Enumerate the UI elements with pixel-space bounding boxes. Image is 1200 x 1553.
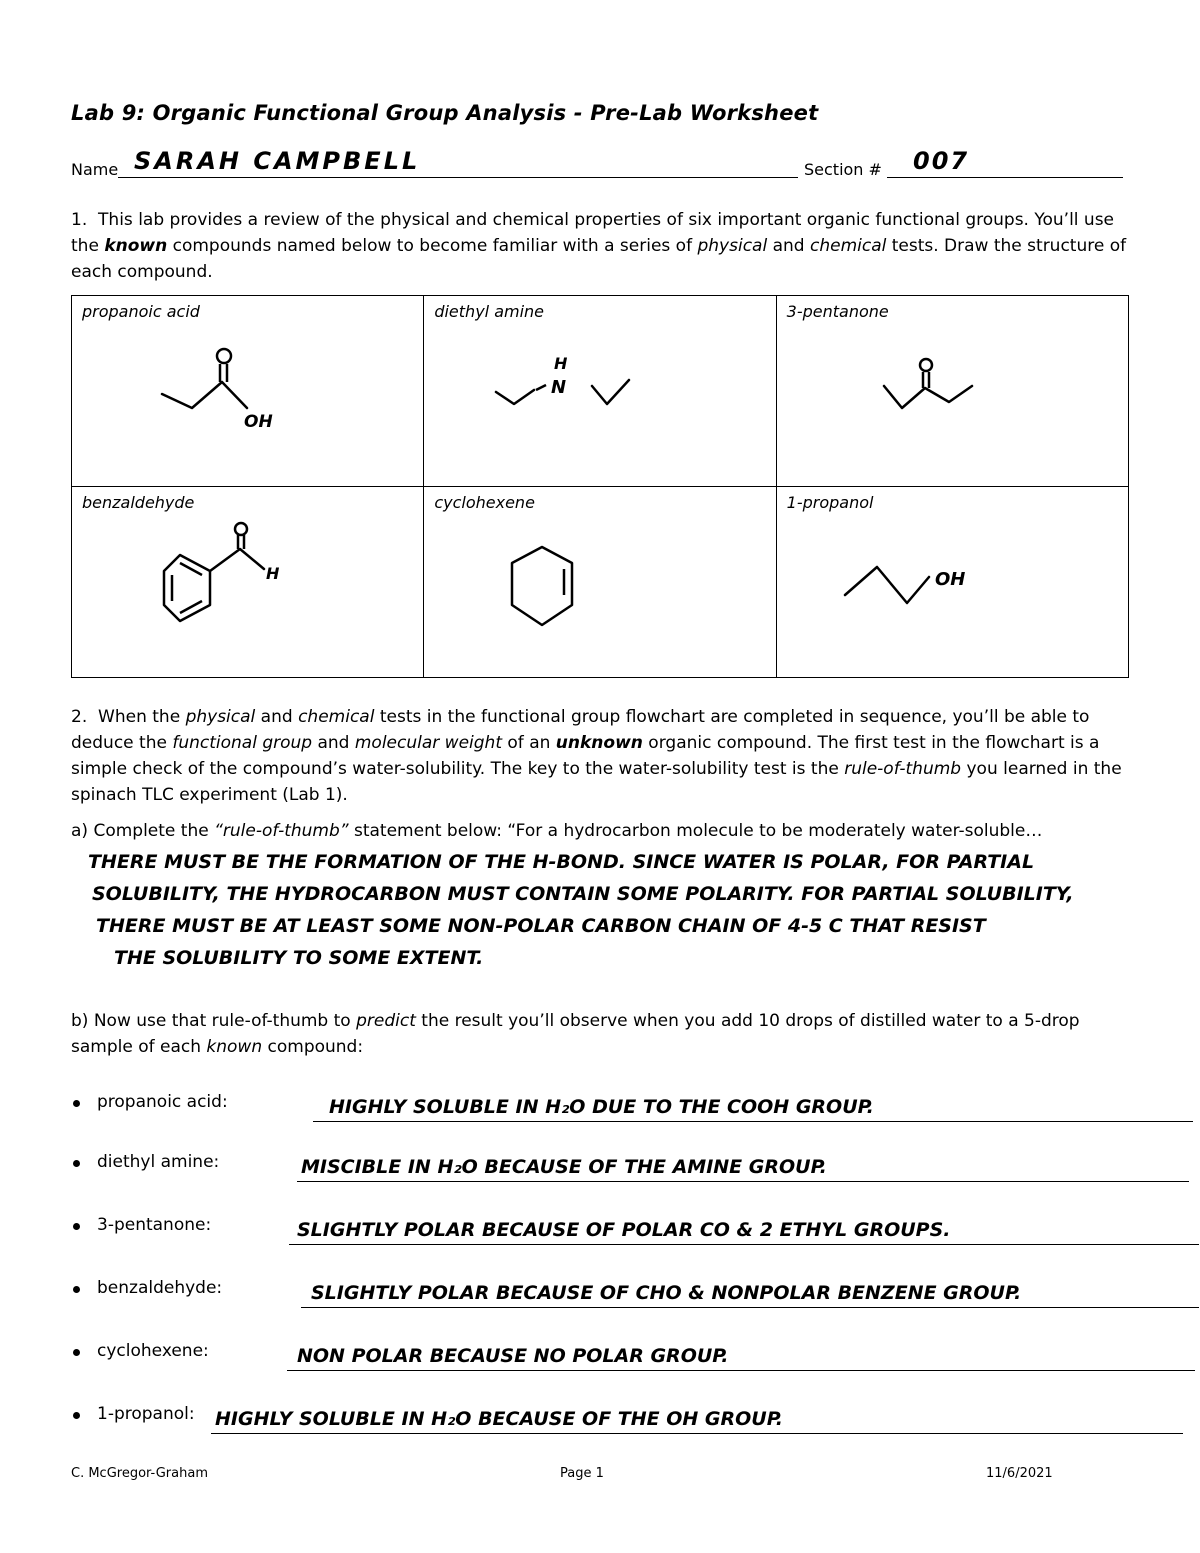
bullet-icon xyxy=(73,1160,80,1167)
h-label: H xyxy=(554,354,568,373)
compound-name: 3-pentanone xyxy=(786,302,889,321)
question-1-number: 1. xyxy=(71,210,88,230)
answer-underline xyxy=(211,1433,1183,1434)
part-b-mid: the result you’ll observe when you add 10 drops of distilled water to a 5-drop sample of each xyxy=(71,1011,1080,1057)
structure-cell-benzaldehyde[interactable] xyxy=(72,487,424,678)
answer-line: THERE MUST BE THE FORMATION OF THE H-BOND. SINCE WATER IS POLAR, FOR PARTIAL xyxy=(88,851,1035,873)
bullet-icon xyxy=(73,1223,80,1230)
diethyl-amine-drawing xyxy=(424,296,776,486)
q2-t2: and xyxy=(255,707,299,727)
answer-text: HIGHLY SOLUBLE IN H₂O BECAUSE OF THE OH GROUP. xyxy=(215,1408,783,1430)
structure-cell-diethyl-amine[interactable] xyxy=(424,296,776,487)
q2-t5: of an xyxy=(502,733,556,753)
compound-name: propanoic acid xyxy=(82,302,200,321)
footer-date: 11/6/2021 xyxy=(986,1466,1053,1481)
compound-name: 1-propanol xyxy=(786,493,874,512)
name-value: SARAH CAMPBELL xyxy=(134,147,421,175)
answer-text: HIGHLY SOLUBLE IN H₂O DUE TO THE COOH GROUP. xyxy=(329,1096,874,1118)
q2-unknown: unknown xyxy=(555,733,643,753)
q2-chemical: chemical xyxy=(298,707,375,727)
part-b-known: known xyxy=(206,1037,263,1057)
answer-3-pentanone[interactable] xyxy=(71,1213,1131,1245)
page-title: Lab 9: Organic Functional Group Analysis - Pre-Lab Worksheet xyxy=(71,101,819,125)
answer-underline xyxy=(289,1244,1199,1245)
h-label: H xyxy=(266,564,280,583)
q1-text-a: This lab provides a review of the physical and chemical properties of six important organic functional groups. You’ll use the xyxy=(71,210,1115,256)
oh-label: OH xyxy=(244,412,273,432)
part-a-rot: “rule-of-thumb” xyxy=(214,821,349,841)
answer-text: SLIGHTLY POLAR BECAUSE OF CHO & NONPOLAR BENZENE GROUP. xyxy=(311,1282,1022,1304)
answer-text: NON POLAR BECAUSE NO POLAR GROUP. xyxy=(297,1345,729,1367)
q2-rot: rule-of-thumb xyxy=(844,759,962,779)
structure-cell-1-propanol[interactable] xyxy=(776,487,1128,678)
propanoic-acid-drawing xyxy=(72,296,424,486)
question-2-text xyxy=(71,704,1141,808)
q1-physical: physical xyxy=(697,236,768,256)
footer-author: C. McGregor-Graham xyxy=(71,1466,208,1481)
part-b-prefix: b) Now use that rule-of-thumb to xyxy=(71,1011,357,1031)
answer-underline xyxy=(297,1181,1189,1182)
q1-text-b: compounds named below to become familiar with a series of xyxy=(167,236,698,256)
footer-page: Page 1 xyxy=(560,1466,604,1481)
q1-text-d: tests. Draw the structure of each compound. xyxy=(71,236,1127,282)
benzaldehyde-drawing xyxy=(72,487,424,677)
q2-t3: tests in the functional group flowchart are completed in sequence, you’ll be able to deduce the xyxy=(71,707,1090,753)
answer-benzaldehyde[interactable] xyxy=(71,1276,1131,1308)
name-label: Name xyxy=(71,160,119,179)
bullet-icon xyxy=(73,1349,80,1356)
answer-underline xyxy=(313,1121,1193,1122)
answer-line: SOLUBILITY, THE HYDROCARBON MUST CONTAIN SOME POLARITY. FOR PARTIAL SOLUBILITY, xyxy=(92,883,1074,905)
part-b-predict: predict xyxy=(356,1011,416,1031)
section-value: 007 xyxy=(913,147,970,175)
structures-table xyxy=(71,295,1129,678)
part-a-answer[interactable] xyxy=(88,846,1168,974)
3-pentanone-drawing xyxy=(777,296,1129,486)
compound-label: 3-pentanone: xyxy=(97,1215,212,1235)
answer-line: THERE MUST BE AT LEAST SOME NON-POLAR CARBON CHAIN OF 4-5 C THAT RESIST xyxy=(96,915,986,937)
part-a-prefix: a) Complete the xyxy=(71,821,215,841)
q2-t4: and xyxy=(312,733,355,753)
structure-cell-cyclohexene[interactable] xyxy=(424,487,776,678)
name-field[interactable] xyxy=(118,147,798,178)
part-b-prompt xyxy=(71,1008,1141,1060)
part-a-prompt xyxy=(71,818,1141,844)
q1-chemical: chemical xyxy=(809,236,887,256)
compound-label: benzaldehyde: xyxy=(97,1278,223,1298)
q2-physical: physical xyxy=(185,707,256,727)
oh-label: OH xyxy=(934,569,966,590)
part-a-suffix: statement below: “For a hydrocarbon molecule to be moderately water-soluble… xyxy=(348,821,1043,841)
answer-diethyl-amine[interactable] xyxy=(71,1150,1131,1182)
q1-text-c: and xyxy=(767,236,810,256)
compound-name: diethyl amine xyxy=(434,302,545,321)
answer-underline xyxy=(287,1370,1195,1371)
compound-label: propanoic acid: xyxy=(97,1092,228,1112)
answer-cyclohexene[interactable] xyxy=(71,1339,1131,1371)
q2-fg: functional group xyxy=(172,733,313,753)
structure-cell-propanoic-acid[interactable] xyxy=(72,296,424,487)
cyclohexene-drawing xyxy=(424,487,776,677)
question-1-text xyxy=(71,207,1141,285)
q2-t1: When the xyxy=(98,707,186,727)
q2-t6: organic compound. The first test in the flowchart is a simple check of the compound’s water-solubility. The key to the water-solubility test is the xyxy=(71,733,1100,779)
q2-mw: molecular weight xyxy=(354,733,502,753)
compound-label: diethyl amine: xyxy=(97,1152,220,1172)
compound-label: 1-propanol: xyxy=(97,1404,195,1424)
bullet-icon xyxy=(73,1286,80,1293)
bullet-icon xyxy=(73,1412,80,1419)
part-b-suffix: compound: xyxy=(262,1037,364,1057)
n-label: N xyxy=(551,377,567,398)
section-field[interactable] xyxy=(887,147,1123,178)
answer-line: THE SOLUBILITY TO SOME EXTENT. xyxy=(114,947,484,969)
answer-text: SLIGHTLY POLAR BECAUSE OF POLAR CO & 2 ETHYL GROUPS. xyxy=(297,1219,951,1241)
section-label: Section # xyxy=(804,160,882,179)
answer-propanoic-acid[interactable] xyxy=(71,1090,1131,1122)
compound-name: cyclohexene xyxy=(434,493,535,512)
answer-1-propanol[interactable] xyxy=(71,1402,1131,1434)
answer-underline xyxy=(301,1307,1199,1308)
q1-known: known xyxy=(104,236,168,256)
bullet-icon xyxy=(73,1100,80,1107)
1-propanol-drawing xyxy=(777,487,1129,677)
structure-cell-3-pentanone[interactable] xyxy=(776,296,1128,487)
answer-text: MISCIBLE IN H₂O BECAUSE OF THE AMINE GROUP. xyxy=(301,1156,827,1178)
compound-name: benzaldehyde xyxy=(82,493,195,512)
q2-t7: you learned in the spinach TLC experiment (Lab 1). xyxy=(71,759,1122,805)
question-2-number: 2. xyxy=(71,707,88,727)
compound-label: cyclohexene: xyxy=(97,1341,209,1361)
